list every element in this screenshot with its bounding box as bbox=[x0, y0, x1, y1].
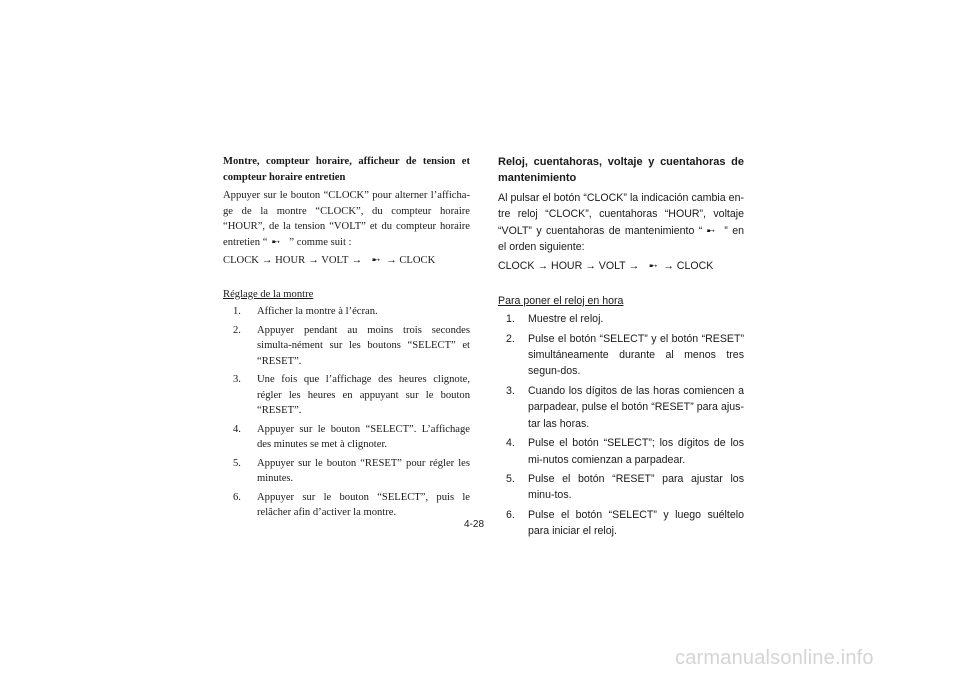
list-item bbox=[498, 311, 744, 327]
spanish-intro bbox=[498, 190, 744, 256]
step-text: Appuyer sur le bouton “SELECT”, puis le relâcher afin d’activer la montre. bbox=[257, 491, 470, 518]
spanish-mode-sequence bbox=[498, 258, 744, 274]
french-mode-sequence bbox=[223, 253, 470, 269]
french-intro-suffix: ” comme suit : bbox=[289, 236, 352, 248]
step-number: 4. bbox=[233, 423, 241, 435]
list-item bbox=[498, 471, 744, 504]
seq-item: → CLOCK bbox=[386, 255, 436, 266]
wrench-icon: ➸ bbox=[648, 260, 658, 273]
step-number: 3. bbox=[233, 374, 241, 385]
list-item bbox=[498, 507, 744, 540]
seq-item: → bbox=[628, 260, 640, 273]
list-item bbox=[223, 422, 470, 453]
spanish-subtitle: Para poner el reloj en hora bbox=[498, 294, 624, 307]
step-text: Une fois que l’affichage des heures clignote, régler les heures en appuyant sur le bouton “RESET”. bbox=[257, 374, 470, 416]
spanish-section-title: Reloj, cuentahoras, voltaje y cuentahoras de mantenimiento bbox=[498, 156, 744, 185]
step-number: 6. bbox=[506, 508, 515, 521]
step-text: Pulse el botón “SELECT”; los dígitos de los mi-nutos comienzan a parpadear. bbox=[528, 437, 744, 466]
step-number: 5. bbox=[233, 457, 241, 469]
step-text: Appuyer sur le bouton “RESET” pour régler les minutes. bbox=[257, 457, 470, 484]
step-text: Muestre el reloj. bbox=[528, 313, 604, 326]
seq-item: → HOUR bbox=[537, 260, 583, 273]
step-text: Pulse el botón “SELECT” y el botón “RESET” simultáneamente durante al menos tres segun-dos. bbox=[528, 332, 744, 378]
list-item bbox=[223, 456, 470, 487]
step-text: Appuyer sur le bouton “SELECT”. L’affichage des minutes se met à clignoter. bbox=[257, 423, 470, 450]
list-item bbox=[498, 435, 744, 468]
step-text: Appuyer pendant au moins trois secondes simulta-nément sur les boutons “SELECT” et “RESET”. bbox=[257, 324, 470, 367]
page-number: 4-28 bbox=[464, 519, 485, 530]
french-intro bbox=[223, 188, 470, 250]
wrench-icon: ➸ bbox=[271, 236, 281, 248]
spanish-steps bbox=[498, 311, 744, 539]
seq-item: CLOCK bbox=[498, 260, 535, 273]
step-number: 3. bbox=[506, 384, 515, 397]
list-item bbox=[223, 323, 470, 370]
seq-item: CLOCK bbox=[223, 255, 259, 266]
french-section-title: Montre, compteur horaire, afficheur de tension et compteur horaire entretien bbox=[223, 156, 470, 183]
seq-item: → bbox=[351, 255, 363, 266]
spanish-intro-text: Al pulsar el botón “CLOCK” la indicación cambia en-tre reloj “CLOCK”, cuentahoras “HOUR”, voltaje “VOLT” y cuentahoras de mantenimiento “ bbox=[498, 191, 744, 237]
step-text: Pulse el botón “RESET” para ajustar los minu-tos. bbox=[528, 472, 744, 502]
step-number: 5. bbox=[506, 472, 515, 485]
list-item bbox=[223, 490, 470, 521]
step-text: Afficher la montre à l’écran. bbox=[257, 306, 378, 317]
french-subtitle: Réglage de la montre bbox=[223, 288, 314, 300]
list-item bbox=[223, 372, 470, 419]
step-number: 1. bbox=[233, 306, 241, 317]
list-item bbox=[223, 304, 470, 320]
spanish-column bbox=[498, 154, 744, 543]
seq-item: → VOLT bbox=[308, 255, 349, 266]
step-number: 6. bbox=[233, 491, 241, 503]
step-number: 2. bbox=[233, 324, 241, 336]
french-column bbox=[223, 154, 470, 524]
french-intro-text: Appuyer sur le bouton “CLOCK” pour alterner l’afficha-ge de la montre “CLOCK”, du compteur horaire “HOUR”, de la tension “VOLT” et du compteur horaire entretien “ bbox=[223, 190, 470, 248]
spanish-intro-suffix: ” en el orden siguiente: bbox=[498, 224, 744, 254]
wrench-icon: ➸ bbox=[706, 224, 716, 237]
list-item bbox=[498, 331, 744, 380]
seq-item: → CLOCK bbox=[663, 260, 714, 273]
step-number: 1. bbox=[506, 313, 515, 326]
step-text: Pulse el botón “SELECT” y luego suéltelo para iniciar el reloj. bbox=[528, 508, 744, 538]
watermark: carmanualsonline.info bbox=[675, 647, 874, 669]
step-text: Cuando los dígitos de las horas comiencen a parpadear, pulse el botón “RESET” para ajus-tar las horas. bbox=[528, 384, 744, 430]
seq-item: → HOUR bbox=[261, 255, 306, 266]
wrench-icon: ➸ bbox=[371, 255, 381, 266]
seq-item: → VOLT bbox=[585, 260, 626, 273]
list-item bbox=[498, 383, 744, 432]
step-number: 4. bbox=[506, 437, 515, 450]
french-steps bbox=[223, 304, 470, 521]
step-number: 2. bbox=[506, 332, 515, 345]
